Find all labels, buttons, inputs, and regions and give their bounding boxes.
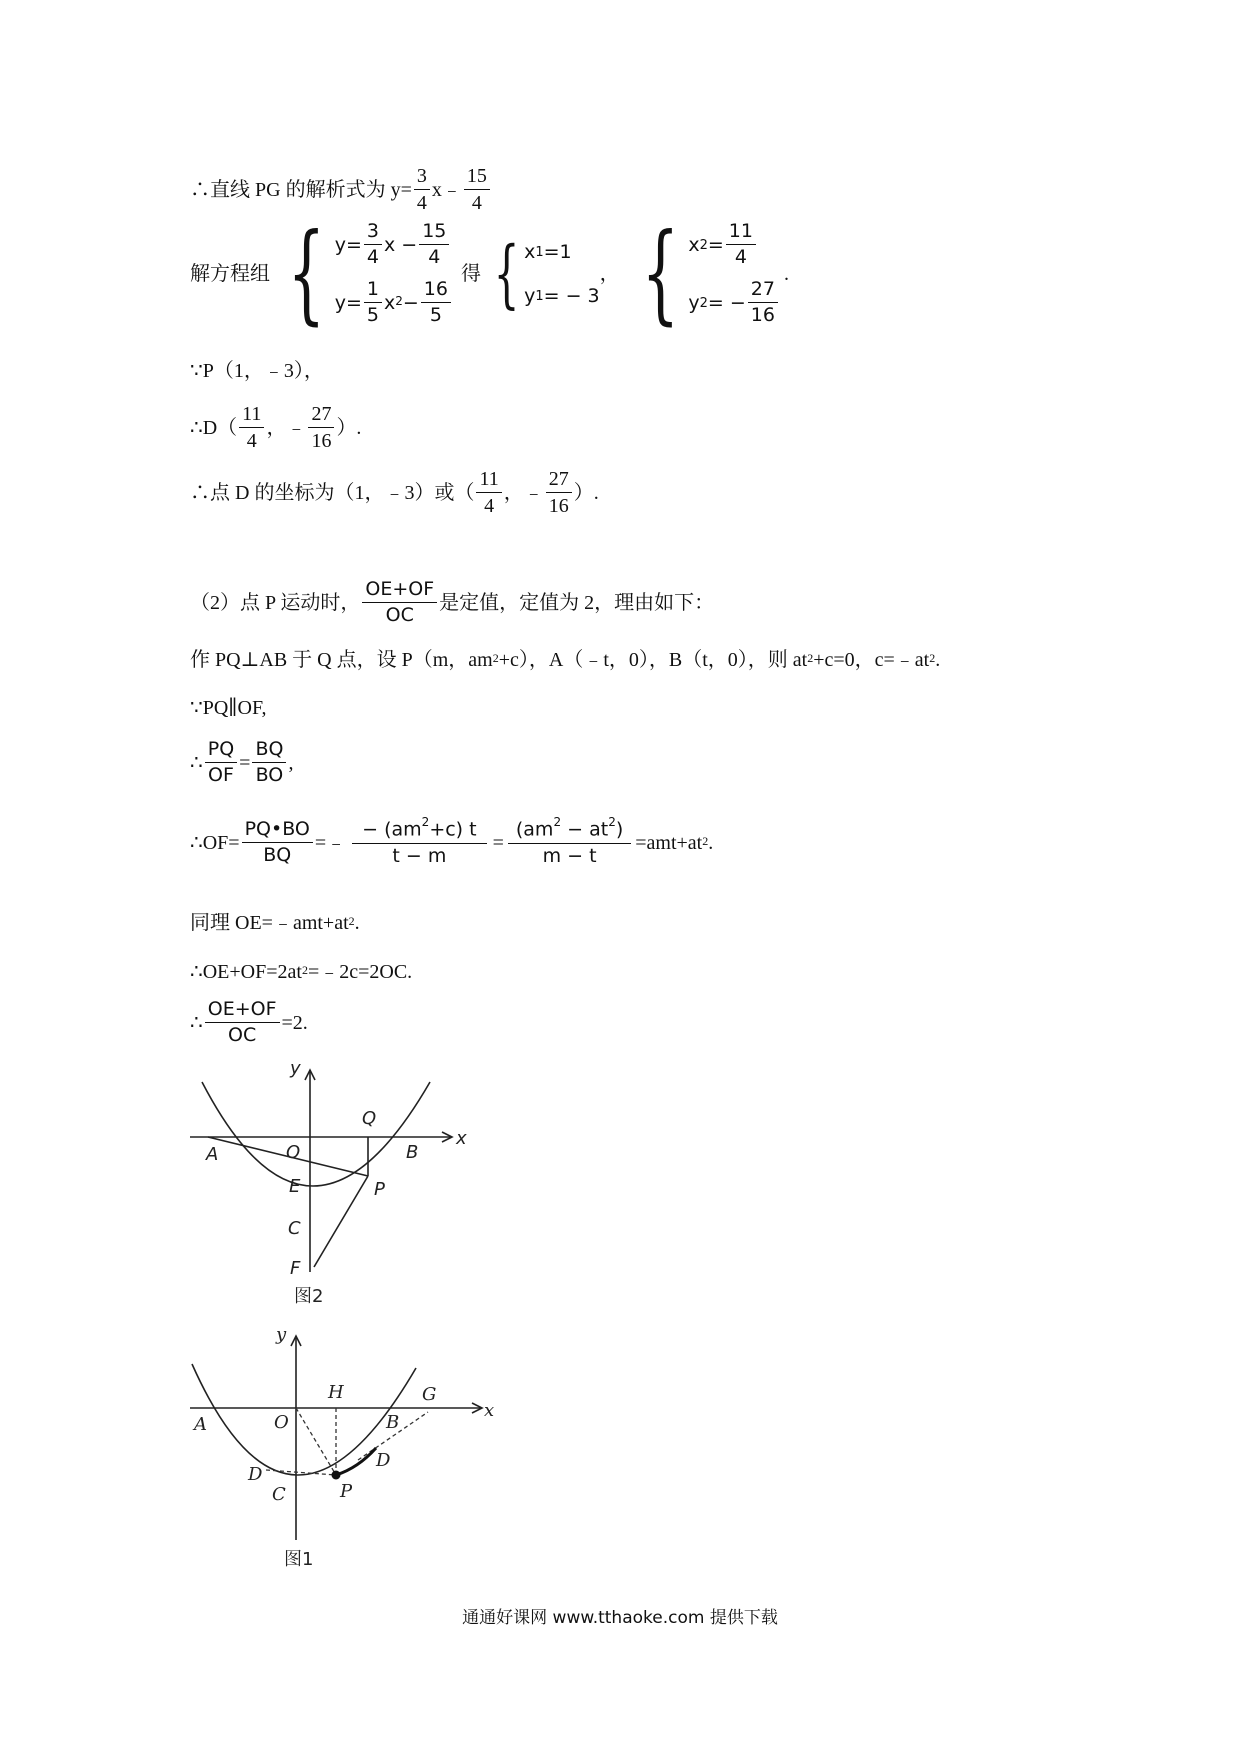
line-ratio: ∴ $\frac{PQ}{OF}$ = $\frac{BQ}{BO}$ ,: [190, 738, 294, 786]
label-h: H: [328, 1382, 344, 1403]
text: 得: [460, 263, 481, 285]
label-o: O: [286, 1142, 301, 1163]
text: ，: [599, 263, 620, 285]
label-x: x: [484, 1400, 495, 1421]
label-a: A: [206, 1144, 219, 1165]
equation-system: { y= $\frac{3}{4}$ x − $\frac{15}{4}$ y= $\frac{1}{5}$ x $^2$ − $\frac{16}{5}$: [272, 216, 453, 332]
label-y: y: [276, 1324, 287, 1345]
text: .: [783, 263, 789, 285]
label-y: y: [290, 1062, 301, 1079]
label-g: G: [422, 1384, 437, 1405]
point-p: [332, 1471, 341, 1480]
line-part2-intro: （2）点 P 运动时， $\frac{OE+OF}{OC}$ 是定值，定值为 2，理由如下：: [190, 578, 715, 626]
line-pg-equation: [190, 166, 492, 214]
label-d-left: D: [248, 1464, 263, 1485]
line-d-coord: ∴D（ $\frac{11}{4}$ ，﹣ $\frac{27}{16}$ ）.: [190, 403, 362, 452]
text: 解方程组: [190, 263, 270, 285]
segment-pf: [314, 1176, 368, 1267]
line-setup: 作 PQ⊥AB 于 Q 点，设 P（m，am $^2$ +c），A（﹣t，0），B（t，0），则 at $^2$ +c=0，c=﹣at $^2$ .: [190, 649, 941, 671]
label-c: C: [272, 1484, 286, 1505]
text: x﹣: [431, 179, 462, 201]
caption-fig2: 图2: [294, 1286, 324, 1307]
fraction: $\frac{3}{4}$: [414, 166, 430, 214]
label-c: C: [288, 1218, 301, 1239]
solution-system-1: { x 1 =1 y 1 = − 3: [493, 230, 600, 317]
label-e: E: [289, 1176, 301, 1197]
figure-2: [190, 1062, 470, 1312]
figure-1: [190, 1320, 500, 1580]
line-result: ∴ $\frac{OE+OF}{OC}$ =2.: [190, 998, 308, 1046]
text: ∵P（1，﹣3），: [190, 360, 324, 382]
line-p-coord: [190, 361, 324, 381]
line-d-conclusion: ∴点 D 的坐标为（1，﹣3）或（ $\frac{11}{4}$ ，﹣ $\frac{27}{16}$ ）.: [190, 468, 599, 517]
left-brace: {: [287, 211, 326, 337]
solution-system-2: { x 2 = $\frac{11}{4}$ y 2 = − $\frac{27}{16}$: [626, 216, 780, 332]
parabola: [202, 1082, 430, 1186]
label-p: P: [374, 1179, 385, 1200]
line-parallel: ∵PQ∥OF,: [190, 697, 267, 719]
caption-fig1: 图1: [284, 1549, 314, 1570]
label-p: P: [340, 1481, 353, 1502]
label-d-right: D: [376, 1450, 391, 1471]
line-solve-system: [190, 211, 789, 337]
line-sum: ∴OE+OF=2at $^2$ =﹣2c=2OC.: [190, 961, 413, 983]
line-oe: 同理 OE=﹣amt+at $^2$ .: [190, 912, 360, 934]
label-a: A: [194, 1414, 207, 1435]
label-x: x: [456, 1128, 467, 1149]
line-of-derivation: ∴OF= $\frac{PQ•BO}{BQ}$ =﹣ $\frac{- (am^2+c) t}{t - m}$ = $\frac{(am^2 - at^2)}{m - t}$ =amt+at $^2$ .: [190, 815, 714, 868]
fraction: $\frac{15}{4}$: [464, 166, 490, 214]
label-f: F: [290, 1258, 301, 1279]
footer: 通通好课网 www.tthaoke.com 提供下载: [462, 1608, 778, 1628]
text: ∴直线 PG 的解析式为 y=: [190, 179, 412, 201]
label-q: Q: [362, 1108, 377, 1129]
label-b: B: [406, 1142, 419, 1163]
label-o: O: [274, 1412, 289, 1433]
segment-op: [296, 1408, 336, 1475]
label-b: B: [386, 1412, 400, 1433]
